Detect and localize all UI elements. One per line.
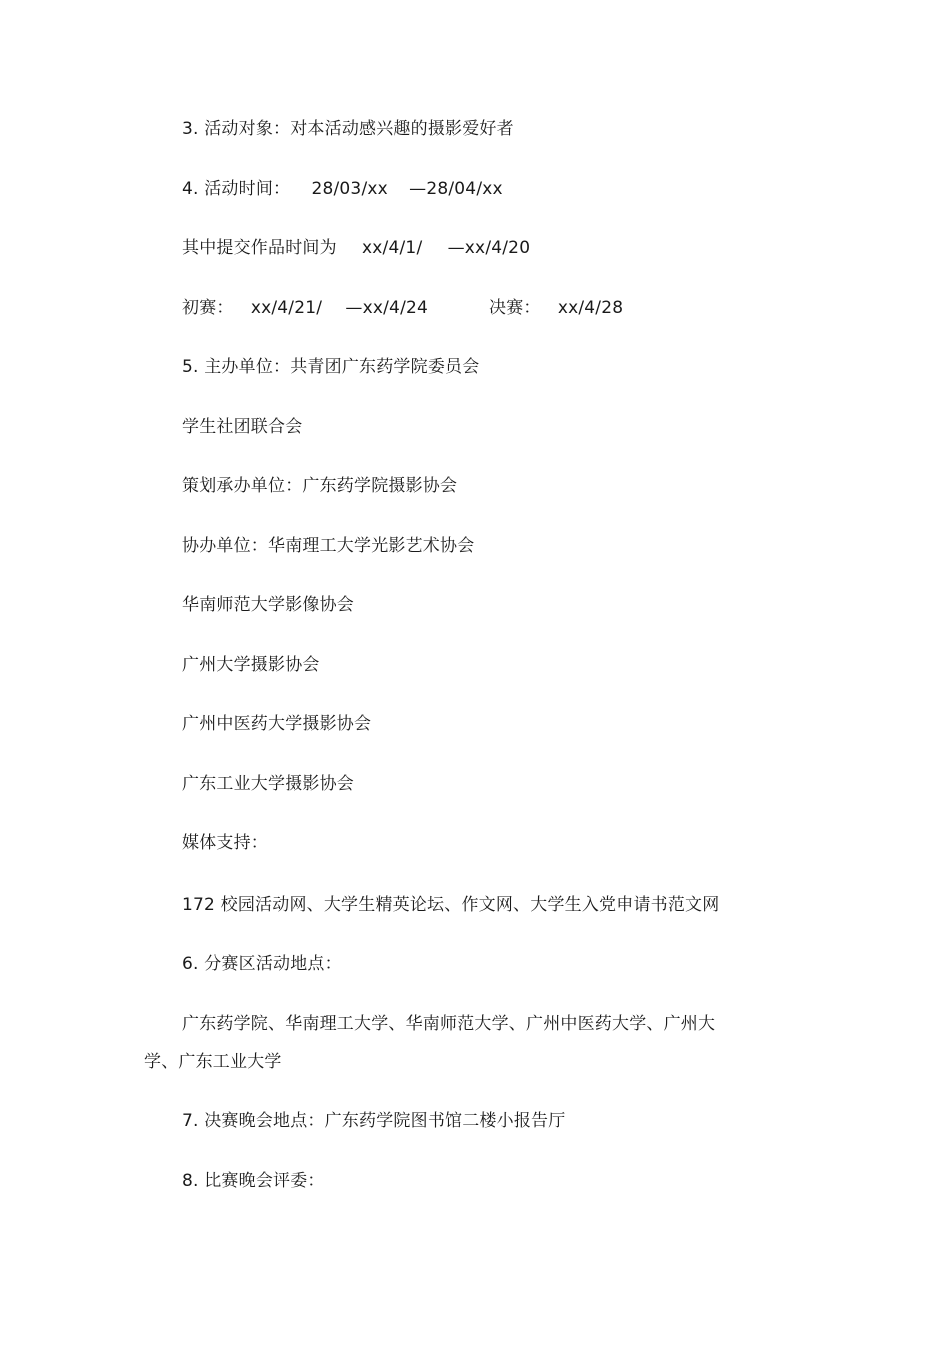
text-line-competition-dates: [182, 297, 428, 319]
text-line-media-support: 媒体支持：: [182, 833, 268, 853]
activity-time-end: —28/04/xx: [409, 179, 503, 199]
text-line-venues-cont: 学、广东工业大学: [144, 1052, 282, 1072]
text-line-activity-time: [182, 178, 503, 200]
preliminary-label: 初赛：: [182, 298, 234, 318]
text-line-venues-heading: 6. 分赛区活动地点：: [182, 954, 342, 974]
text-line-organizer: 策划承办单位：广东药学院摄影协会: [182, 476, 458, 496]
text-line-co-organizer-5: 广东工业大学摄影协会: [182, 774, 354, 794]
activity-time-label: 4. 活动时间：: [182, 179, 291, 199]
submission-time-label: 其中提交作品时间为: [182, 238, 337, 258]
text-line-final-venue: 7. 决赛晚会地点：广东药学院图书馆二楼小报告厅: [182, 1111, 566, 1131]
text-line-final-date: [489, 297, 623, 319]
text-line-host-2: 学生社团联合会: [182, 417, 303, 437]
text-line-host: 5. 主办单位：共青团广东药学院委员会: [182, 357, 480, 377]
activity-time-start: 28/03/xx: [311, 179, 388, 199]
preliminary-end: —xx/4/24: [345, 298, 429, 318]
text-line-co-organizer: 协办单位：华南理工大学光影艺术协会: [182, 536, 475, 556]
submission-time-start: xx/4/1/: [362, 238, 423, 258]
text-line-judges: 8. 比赛晚会评委：: [182, 1171, 325, 1191]
text-line-media-list: 172 校园活动网、大学生精英论坛、作文网、大学生入党申请书范文网: [182, 895, 720, 915]
text-line-co-organizer-3: 广州大学摄影协会: [182, 655, 320, 675]
text-line-co-organizer-4: 广州中医药大学摄影协会: [182, 714, 372, 734]
text-line-submission-time: [182, 237, 530, 259]
final-date: xx/4/28: [557, 298, 624, 318]
final-label: 决赛：: [489, 298, 541, 318]
preliminary-start: xx/4/21/: [250, 298, 323, 318]
text-line-target-audience: 3. 活动对象：对本活动感兴趣的摄影爱好者: [182, 119, 514, 139]
submission-time-end: —xx/4/20: [447, 238, 531, 258]
text-line-co-organizer-2: 华南师范大学影像协会: [182, 595, 354, 615]
text-line-venues: 广东药学院、华南理工大学、华南师范大学、广州中医药大学、广州大: [182, 1014, 716, 1034]
